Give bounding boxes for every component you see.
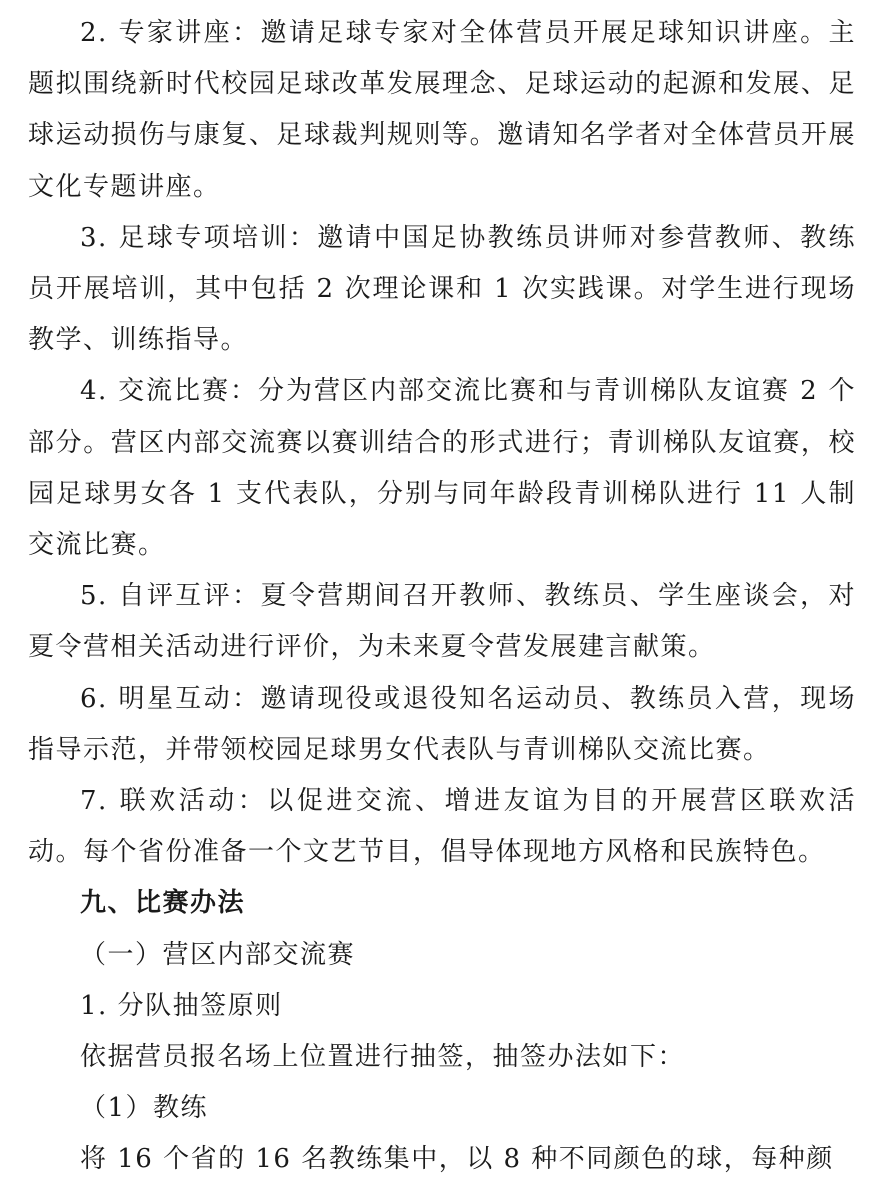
paragraph-star-interaction: 6. 明星互动：邀请现役或退役知名运动员、教练员入营，现场指导示范，并带领校园足球男女代表队与青训梯队交流比赛。 [28, 683, 856, 765]
intro-line-draw-method: 依据营员报名场上位置进行抽签，抽签办法如下： [80, 1042, 686, 1073]
paragraph-party-activities: 7. 联欢活动：以促进交流、增进友谊为目的开展营区联欢活动。每个省份准备一个文艺节目，倡导体现地方风格和民族特色。 [28, 786, 856, 868]
coach-draw-text: 将 16 个省的 16 名教练集中，以 8 种不同颜色的球，每种颜 [80, 1144, 834, 1175]
item-title-draw-principles: 1. 分队抽签原则 [80, 990, 283, 1021]
section-heading-competition-method: 九、比赛办法 [80, 888, 246, 919]
paragraph-exchange-matches: 4. 交流比赛：分为营区内部交流比赛和与青训梯队友谊赛 2 个部分。营区内部交流赛以赛训结合的形式进行；青训梯队友谊赛，校园足球男女各 1 支代表队，分别与同年龄段青训梯队进行 11 人制交流比赛。 [28, 376, 856, 561]
document-page [28, 8, 856, 1186]
paragraph-expert-lectures: 2. 专家讲座：邀请足球专家对全体营员开展足球知识讲座。主题拟围绕新时代校园足球改革发展理念、足球运动的起源和发展、足球运动损伤与康复、足球裁判规则等。邀请知名学者对全体营员开展文化专题讲座。 [28, 18, 856, 202]
paragraph-football-training: 3. 足球专项培训：邀请中国足协教练员讲师对参营教师、教练员开展培训，其中包括 2 次理论课和 1 次实践课。对学生进行现场教学、训练指导。 [28, 222, 856, 356]
paragraph-self-evaluation: 5. 自评互评：夏令营期间召开教师、教练员、学生座谈会，对夏令营相关活动进行评价，为未来夏令营发展建言献策。 [28, 581, 856, 663]
sub-heading-internal-exchange: （一）营区内部交流赛 [80, 939, 356, 970]
coach-label: （1）教练 [80, 1093, 209, 1124]
